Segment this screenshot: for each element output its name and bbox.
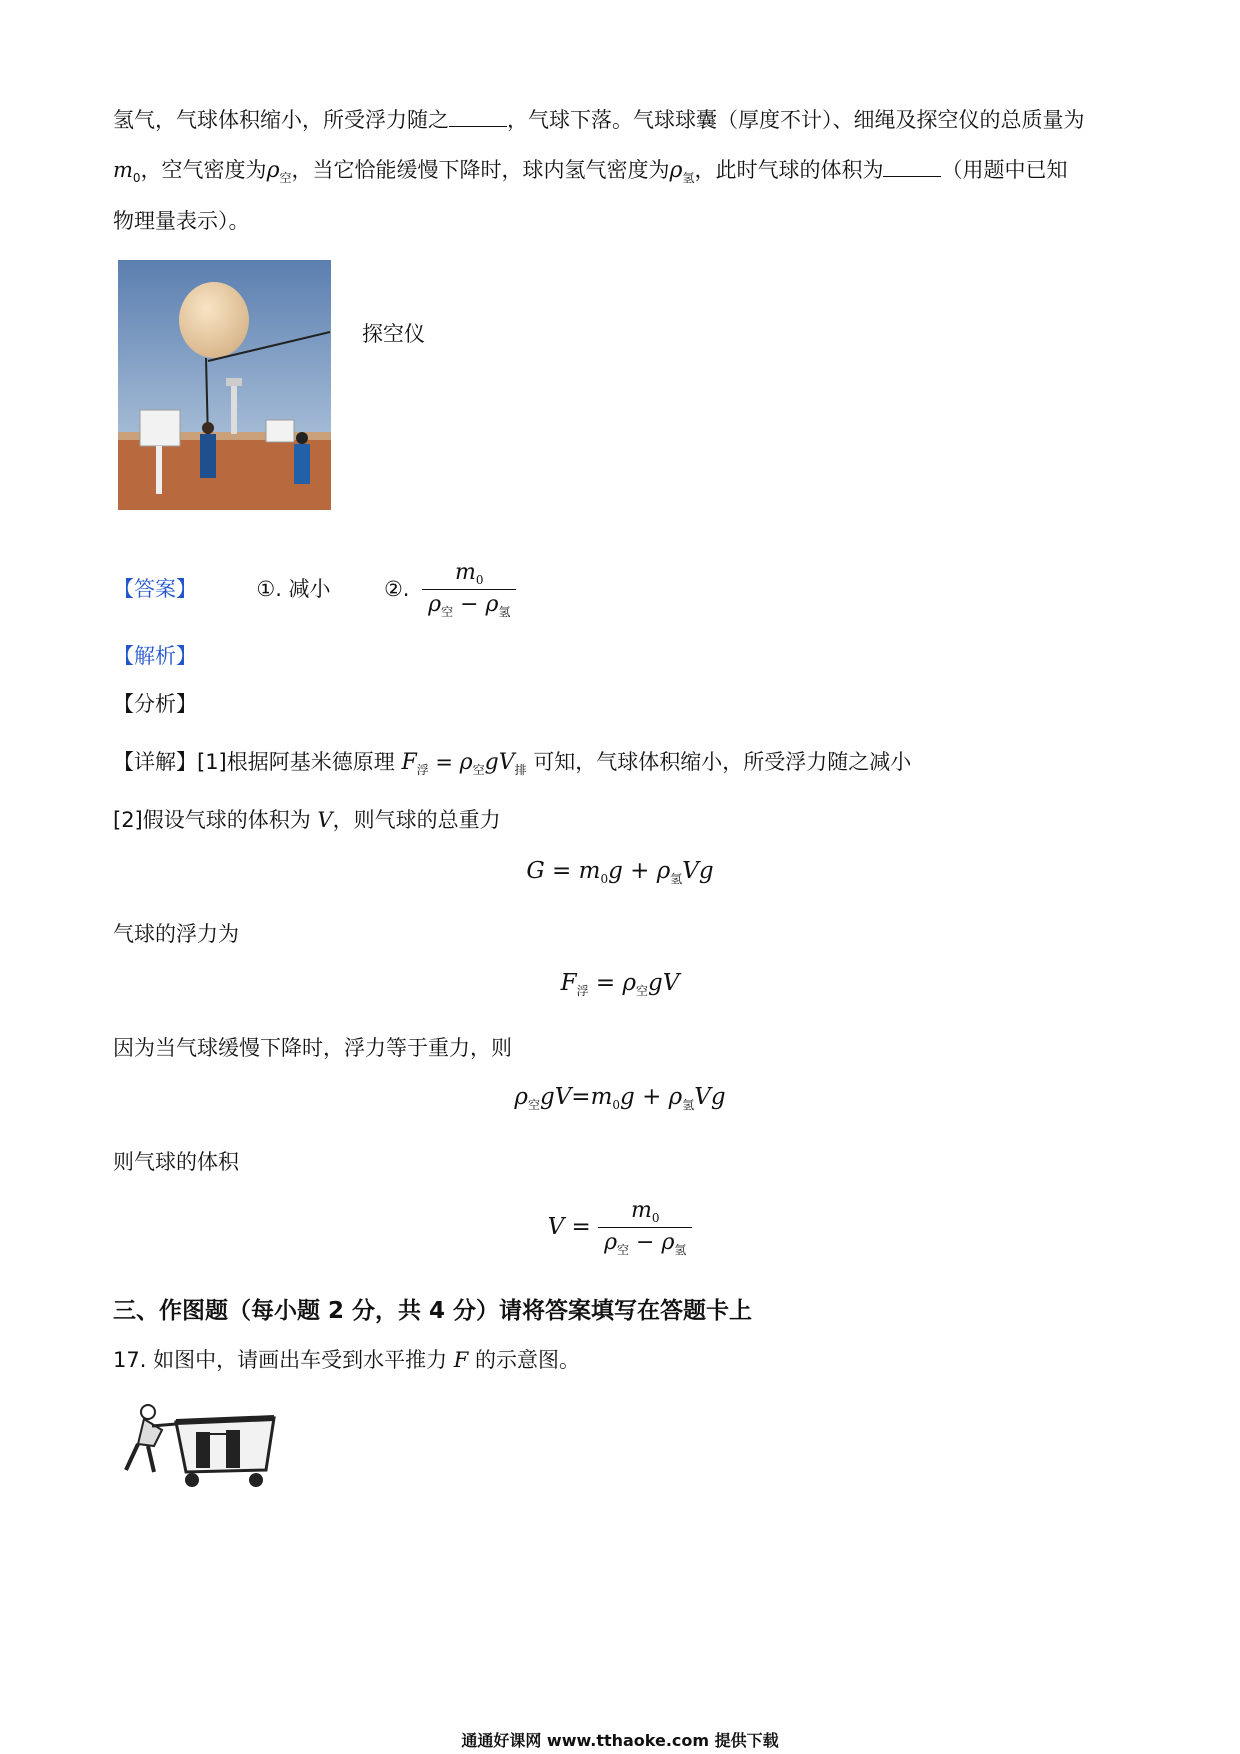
buoyancy-label: 气球的浮力为 [113, 922, 239, 946]
cart-push-svg [118, 1400, 288, 1500]
analysis-tag: 【解析】 [113, 644, 197, 668]
fenxi-tag: 【分析】 [113, 692, 197, 716]
answer-fraction: $\frac{m_0}{\rho_空 - \rho_氢}$ [422, 560, 516, 620]
balloon-photo-svg [118, 260, 331, 510]
volume-label: 则气球的体积 [113, 1150, 239, 1174]
cart-push-figure [118, 1400, 288, 1500]
page-footer: 通通好课网 www.tthaoke.com 提供下载 [461, 1731, 779, 1750]
question-text-line-2: $m_0$，空气密度为$\rho_空$，当它恰能缓慢下降时，球内氢气密度为$\rho_氢$，此时气球的体积为 （用题中已知 [113, 158, 1068, 185]
equation-balance: $\rho_空gV=m_0g + \rho_氢Vg$ [514, 1084, 726, 1112]
question-text-line-3: 物理量表示）。 [113, 209, 250, 233]
balloon-photo [118, 260, 331, 510]
question-text-line-1: 氢气，气球体积缩小，所受浮力随之 ，气球下落。气球球囊（厚度不计）、细绳及探空仪的总质量为 [113, 108, 1085, 132]
answer-option-2: ②. [383, 577, 410, 602]
detail-line-2: [2]假设气球的体积为 V，则气球的总重力 [113, 808, 501, 832]
detail-line-1: 【详解】[1]根据阿基米德原理 $F_浮 = \rho_空gV_排$ 可知，气球体积缩小，所受浮力随之减小 [113, 750, 912, 777]
answer-line [113, 560, 516, 620]
figure-label-probe: 探空仪 [362, 322, 425, 346]
section-3-heading: 三、作图题（每小题 2 分，共 4 分）请将答案填写在答题卡上 [113, 1298, 753, 1324]
answer-blank-1 [449, 112, 507, 127]
equation-buoyancy: $F_浮 = \rho_空gV$ [560, 970, 680, 998]
because-label: 因为当气球缓慢下降时，浮力等于重力，则 [113, 1036, 512, 1060]
answer-tag: 【答案】 [113, 577, 197, 602]
equation-gravity: $G = m_0g + \rho_氢Vg$ [526, 858, 714, 886]
equation-volume: V = $\frac{m_0}{\rho_空 - \rho_氢}$ [0, 1198, 1240, 1258]
answer-option-1: ①. 减小 [256, 577, 331, 602]
volume-fraction: $\frac{m_0}{\rho_空 - \rho_氢}$ [598, 1198, 692, 1258]
question-17: 17. 如图中，请画出车受到水平推力 F 的示意图。 [113, 1348, 581, 1372]
answer-blank-2 [883, 162, 941, 177]
